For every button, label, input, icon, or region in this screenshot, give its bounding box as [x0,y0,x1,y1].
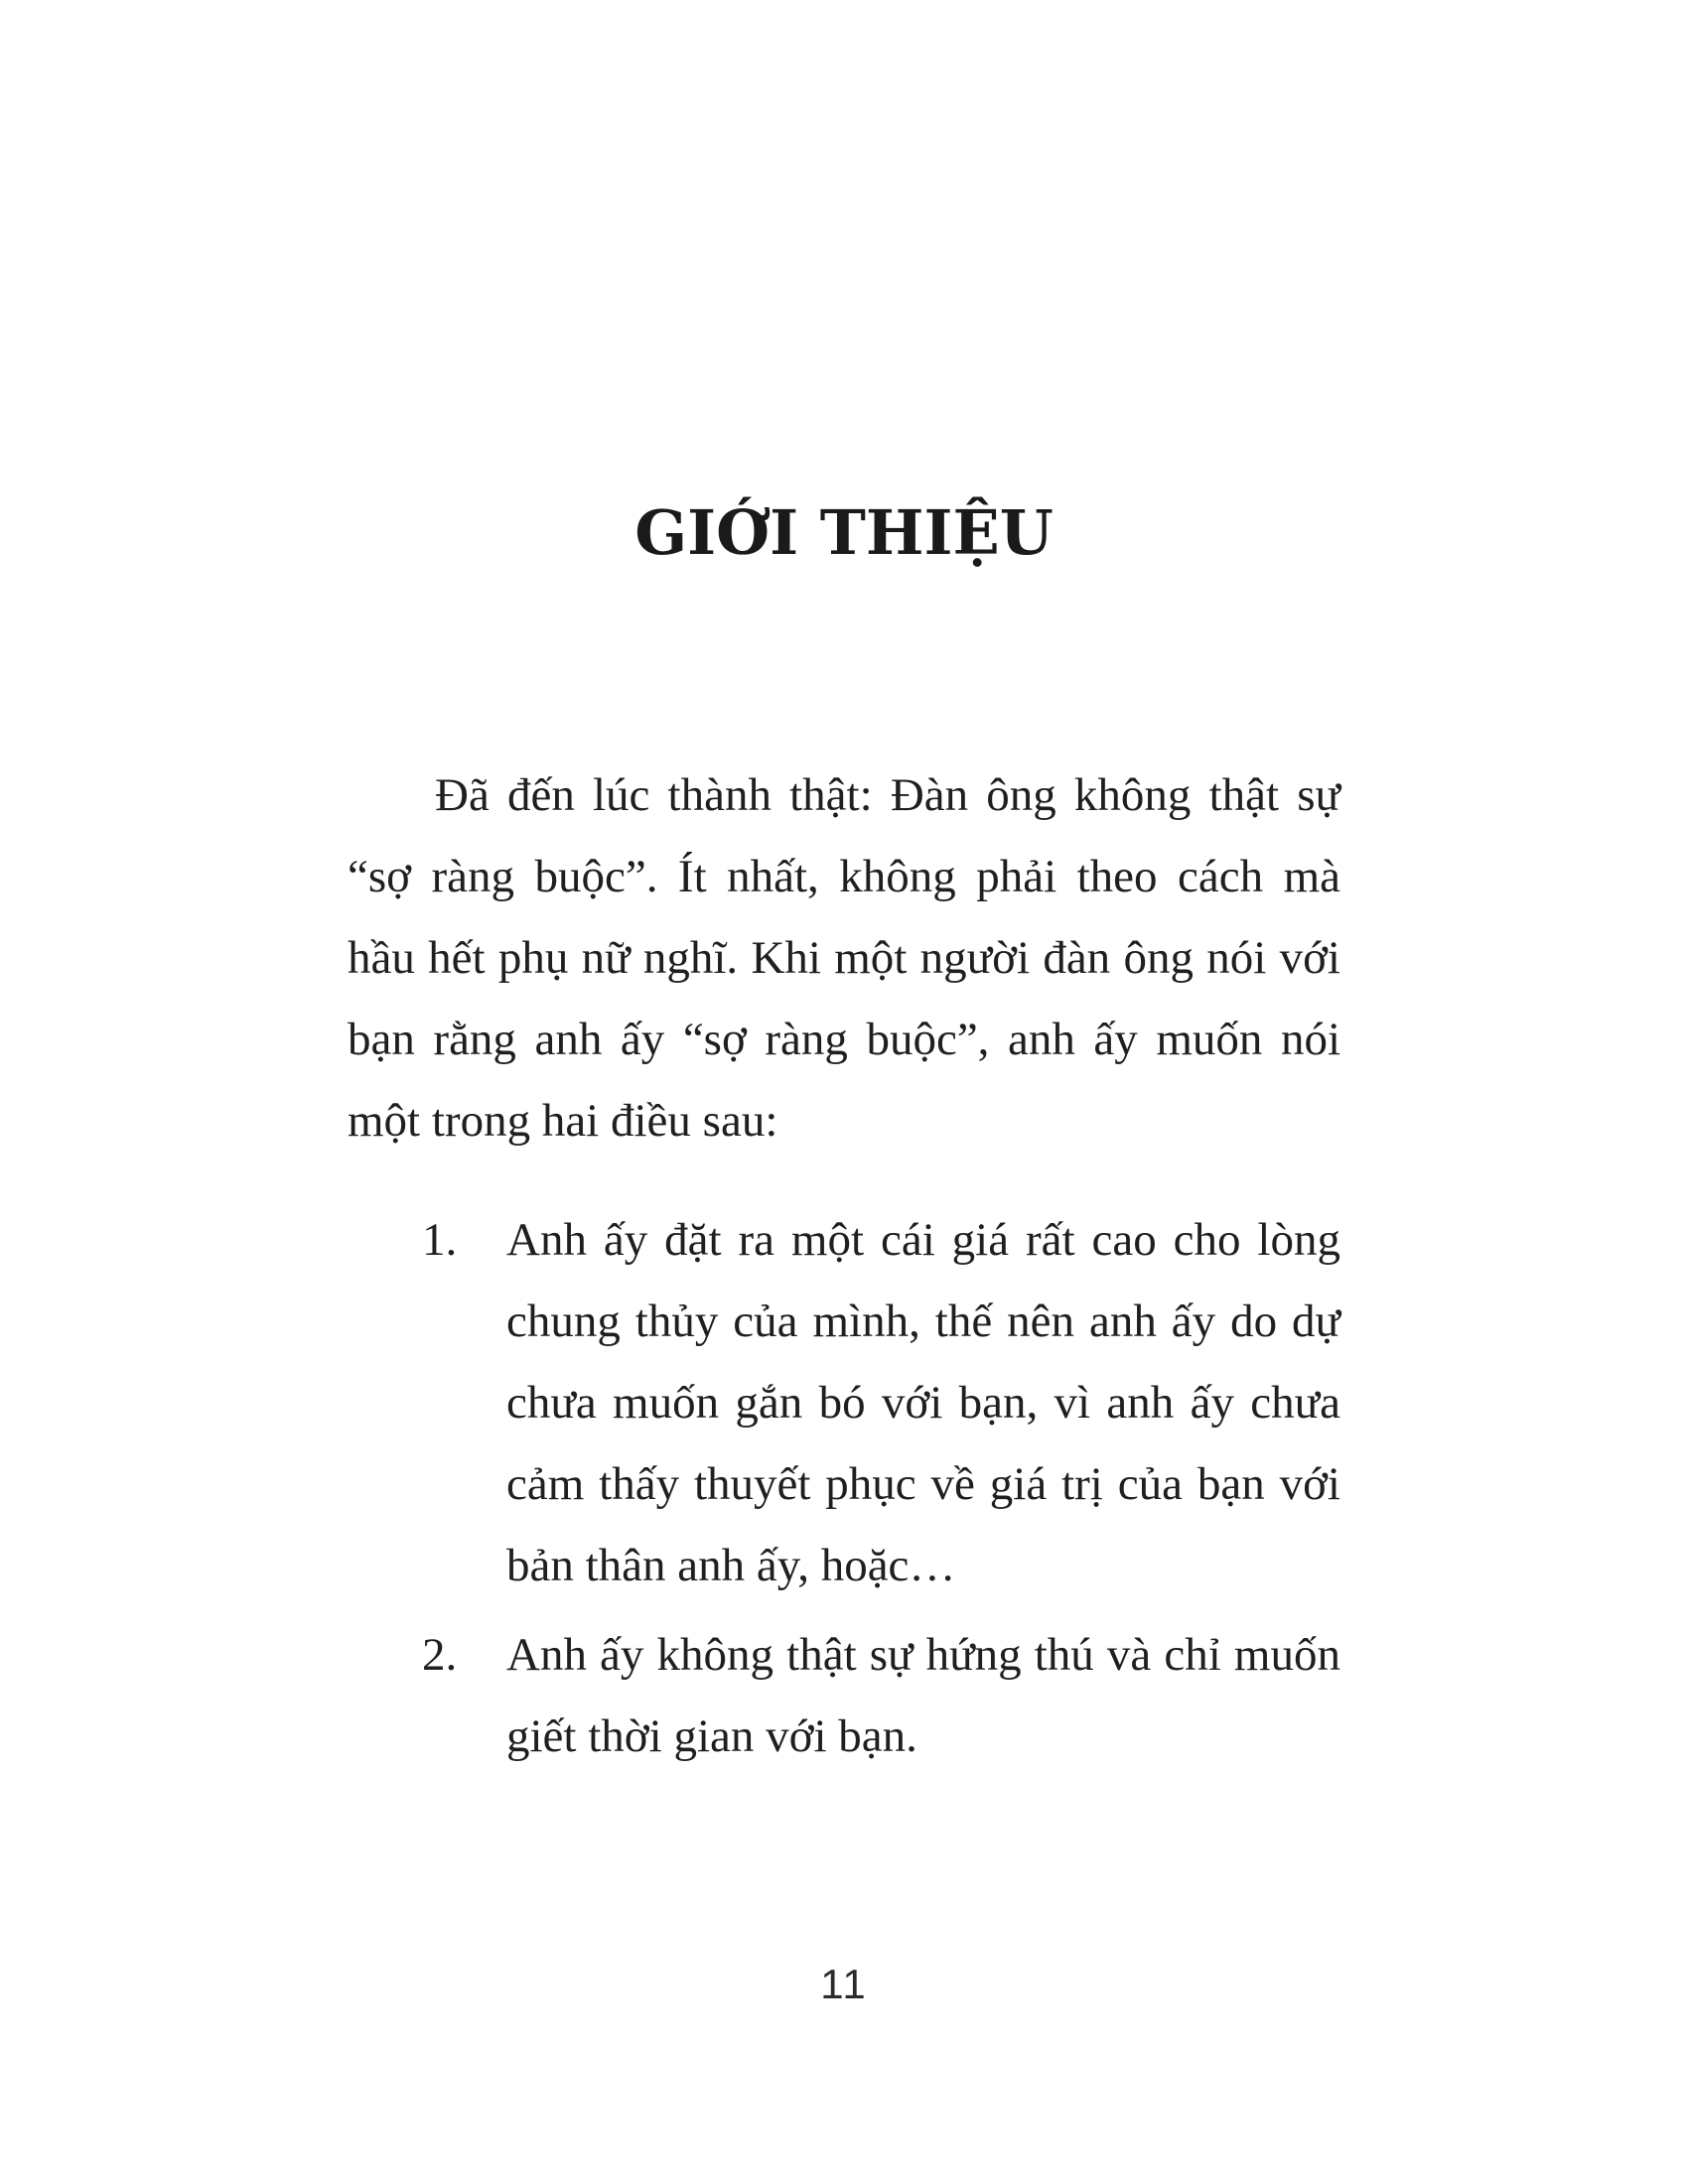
numbered-list [348,1199,1340,1777]
list-item-text: Anh ấy không thật sự hứng thú và chỉ muốn giết thời gian với bạn. [506,1629,1340,1762]
list-item [348,1199,1340,1606]
body-text [348,754,1340,1785]
chapter-title: GIỚI THIỆU [634,496,1054,569]
intro-paragraph: Đã đến lúc thành thật: Đàn ông không thật sự “sợ ràng buộc”. Ít nhất, không phải theo cách mà hầu hết phụ nữ nghĩ. Khi một người đàn ông nói với bạn rằng anh ấy “sợ ràng buộc”, anh ấy muốn nói một trong hai điều sau: [348,769,1340,1147]
page-number: 11 [820,1961,868,2007]
list-item-number: 2. [422,1629,458,1681]
list-item [348,1614,1340,1777]
list-item-number: 1. [422,1214,458,1266]
list-item-text: Anh ấy đặt ra một cái giá rất cao cho lòng chung thủy của mình, thế nên anh ấy do dự chưa muốn gắn bó với bạn, vì anh ấy chưa cảm thấy thuyết phục về giá trị của bạn với bản thân anh ấy, hoặc… [506,1214,1340,1591]
